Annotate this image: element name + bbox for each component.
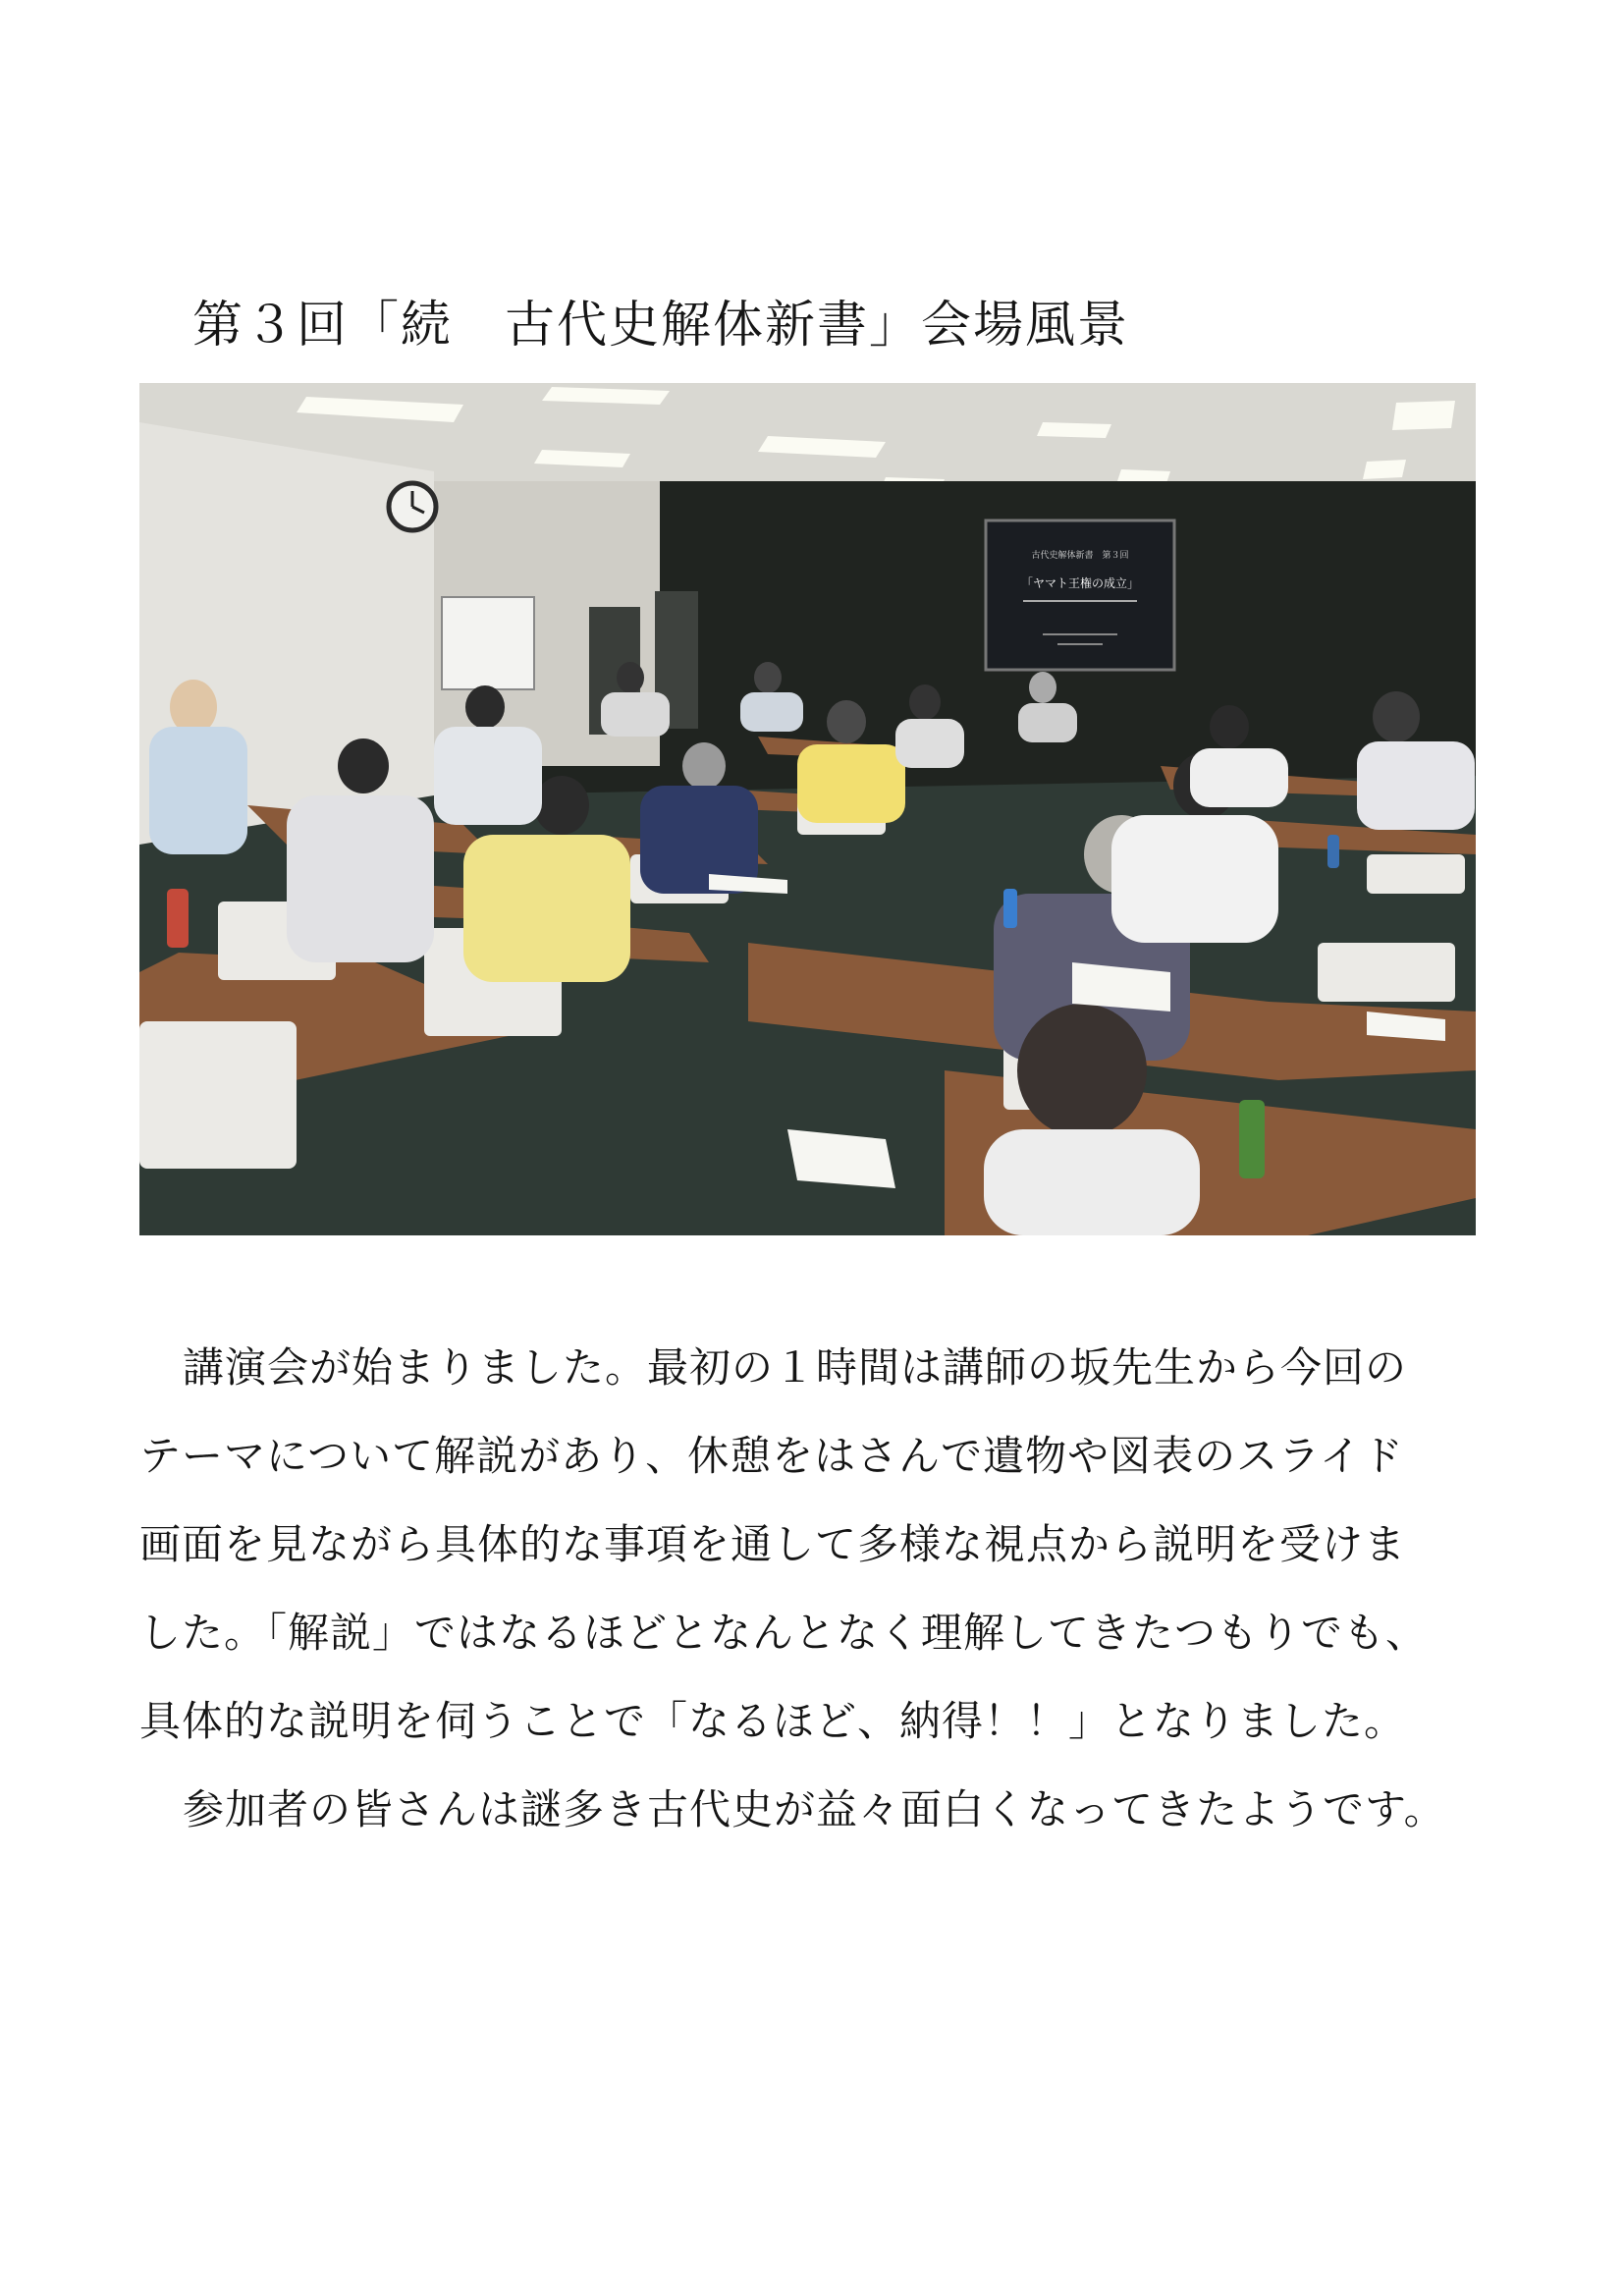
paragraph-line: 参加者の皆さんは謎多き古代史が益々面白くなってきたようです。 [183,1785,1446,1833]
page-title: 第３回「続 古代史解体新書」会場風景 [192,297,1130,355]
paragraph-line: テーマについて解説があり、休憩をはさんで遺物や図表のスライド [139,1432,1404,1480]
paragraph-line: した。「解説」ではなるほどとなんとなく理解してきたつもりでも、 [139,1609,1429,1657]
screen-title: 「ヤマト王権の成立」 [1020,576,1140,590]
whiteboard [442,597,534,689]
projection-screen [986,520,1174,670]
venue-photo [139,383,1476,1235]
screen-header: 古代史解体新書 第３回 [1031,551,1129,561]
paragraph-line: 具体的な説明を伺うことで「なるほど、納得！！」となりました。 [139,1697,1407,1745]
paragraph-line: 画面を見ながら具体的な事項を通して多様な視点から説明を受けま [139,1520,1407,1568]
body-text [139,1324,1504,1854]
paragraph-line: 講演会が始まりました。最初の１時間は講師の坂先生から今回の [183,1343,1408,1392]
